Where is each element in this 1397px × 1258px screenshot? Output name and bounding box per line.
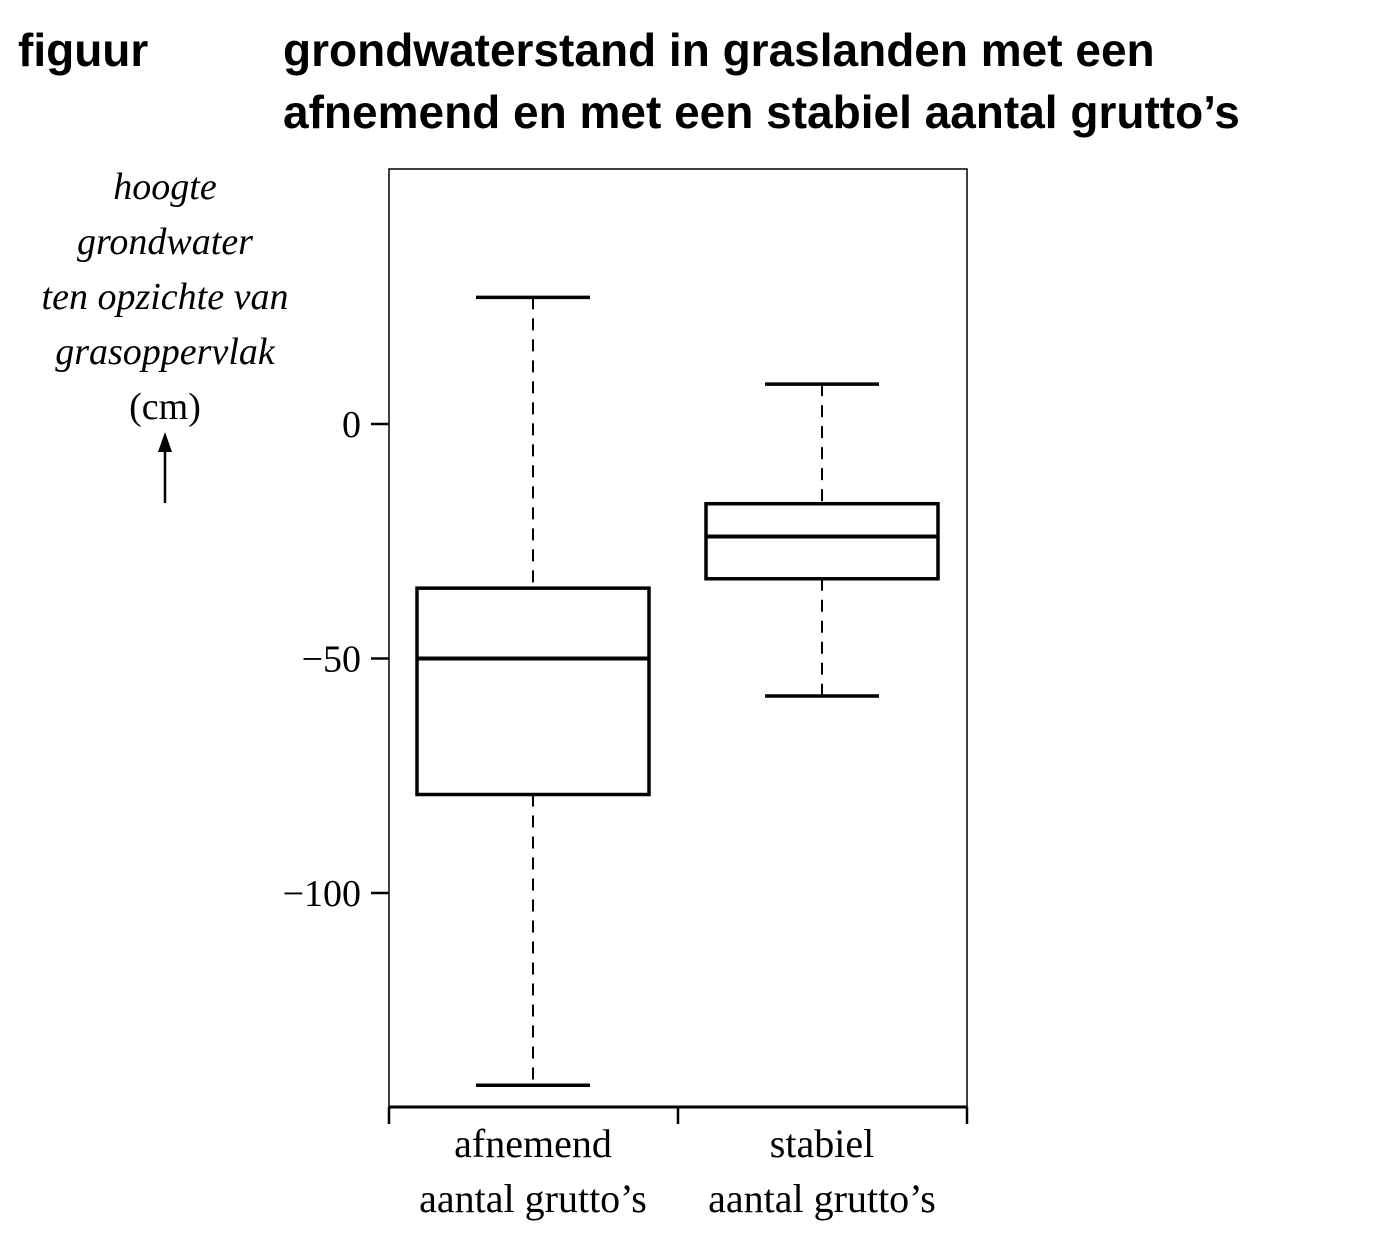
y-axis-label-line-1: hoogte	[113, 166, 217, 208]
y-axis-label-line-4: grasoppervlak	[55, 331, 275, 373]
x-category-label-line-2: aantal grutto’s	[419, 1176, 647, 1221]
y-tick-label: −50	[301, 638, 361, 681]
x-category-label-line-1: stabiel	[769, 1121, 875, 1166]
y-ticks	[283, 404, 389, 915]
x-category-labels	[419, 1121, 936, 1221]
chart-title-line-1: grondwaterstand in graslanden met een	[283, 24, 1155, 76]
y-axis-unit: (cm)	[129, 386, 201, 428]
chart-title-line-2: afnemend en met een stabiel aantal grutto’s	[283, 86, 1240, 138]
x-category-label-line-1: afnemend	[454, 1121, 612, 1166]
y-axis-label-line-2: grondwater	[77, 221, 253, 263]
iqr-box	[417, 588, 649, 794]
boxes	[417, 297, 938, 1085]
x-category-label-line-2: aantal grutto’s	[708, 1176, 936, 1221]
figure-label: figuur	[18, 24, 149, 76]
y-tick-label: 0	[342, 404, 361, 446]
iqr-box	[706, 504, 938, 579]
y-tick-label: −100	[282, 873, 361, 915]
y-axis-label-line-3: ten opzichte van	[41, 276, 289, 318]
y-axis-arrow	[158, 432, 172, 503]
